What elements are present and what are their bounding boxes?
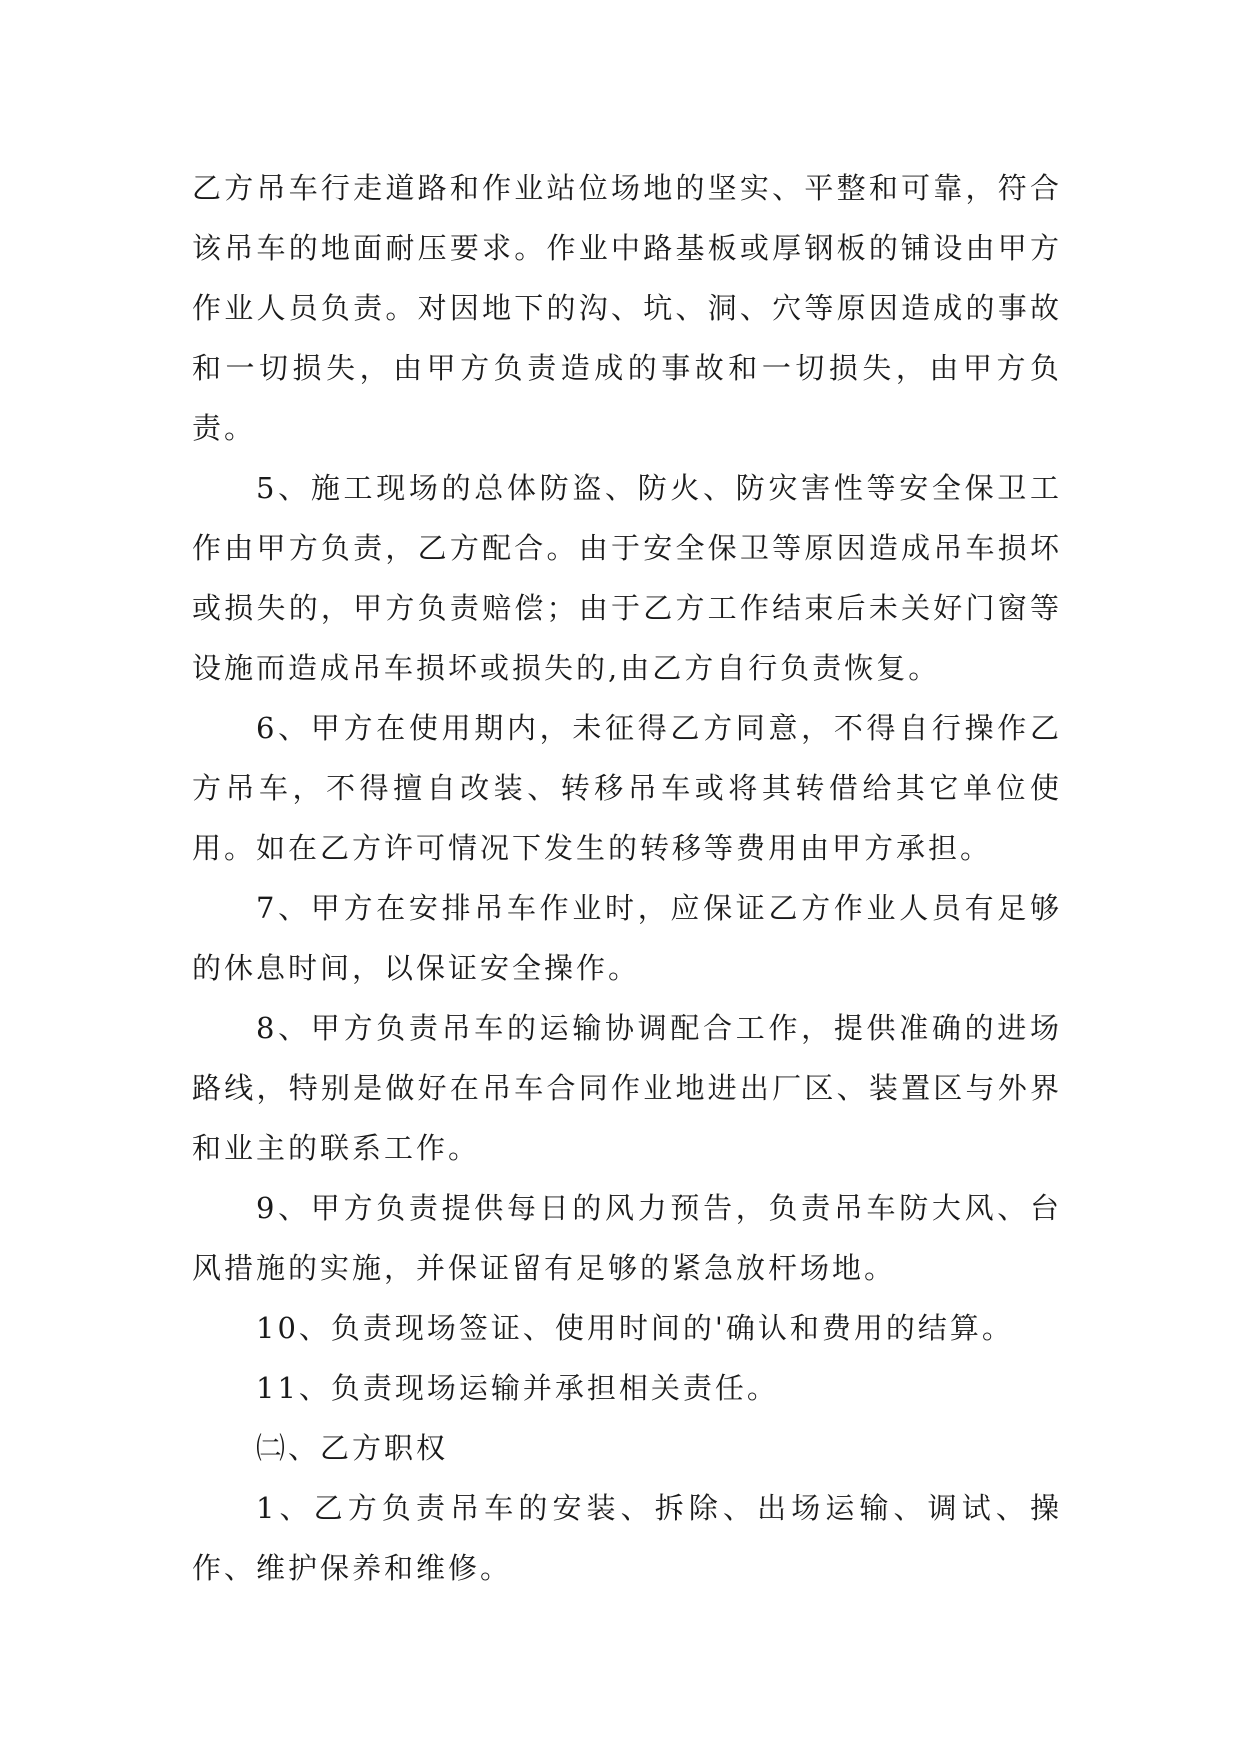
paragraph-clause-5: 5、施工现场的总体防盗、防火、防灾害性等安全保卫工作由甲方负责，乙方配合。由于安全保卫等原因造成吊车损坏或损失的，甲方负责赔偿；由于乙方工作结束后未关好门窗等设施而造成吊车损坏或损失的,由乙方自行负责恢复。 <box>192 471 1062 685</box>
paragraph-clause-8: 8、甲方负责吊车的运输协调配合工作，提供准确的进场路线，特别是做好在吊车合同作业地进出厂区、装置区与外界和业主的联系工作。 <box>192 1011 1062 1165</box>
paragraph-party-b-clause-1: 1、乙方负责吊车的安装、拆除、出场运输、调试、操作、维护保养和维修。 <box>192 1491 1062 1585</box>
paragraph-continued: 乙方吊车行走道路和作业站位场地的坚实、平整和可靠，符合该吊车的地面耐压要求。作业中路基板或厚钢板的铺设由甲方作业人员负责。对因地下的沟、坑、洞、穴等原因造成的事故和一切损失，由甲方负责造成的事故和一切损失，由甲方负责。 <box>192 171 1062 445</box>
paragraph-clause-11: 11、负责现场运输并承担相关责任。 <box>256 1371 779 1405</box>
paragraph-clause-10: 10、负责现场签证、使用时间的'确认和费用的结算。 <box>256 1311 1014 1345</box>
paragraph-clause-9: 9、甲方负责提供每日的风力预告，负责吊车防大风、台风措施的实施，并保证留有足够的紧急放杆场地。 <box>192 1191 1062 1285</box>
paragraph-clause-7: 7、甲方在安排吊车作业时，应保证乙方作业人员有足够的休息时间，以保证安全操作。 <box>192 891 1062 985</box>
paragraph-clause-6: 6、甲方在使用期内，未征得乙方同意，不得自行操作乙方吊车，不得擅自改装、转移吊车或将其转借给其它单位使用。如在乙方许可情况下发生的转移等费用由甲方承担。 <box>192 711 1062 865</box>
section-heading-party-b-duties: ㈡、乙方职权 <box>256 1431 449 1465</box>
document-body <box>192 158 1062 1598</box>
